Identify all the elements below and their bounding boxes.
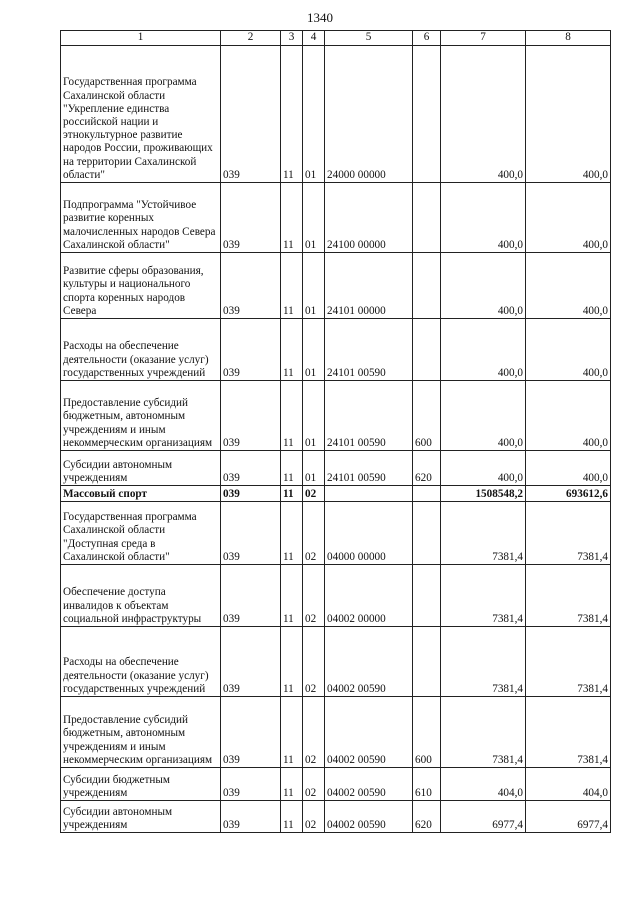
cell-c6 [413,486,441,502]
cell-c5 [325,486,413,502]
cell-c2: 039 [221,627,281,697]
cell-c7: 400,0 [441,319,526,381]
cell-c8: 400,0 [526,46,611,183]
table-row [61,451,611,486]
cell-c5: 04002 00590 [325,768,413,801]
cell-c7: 7381,4 [441,627,526,697]
cell-c3: 11 [281,486,303,502]
cell-c5: 24101 00590 [325,381,413,451]
row-name: Субсидии автономным учреждениям [61,451,221,486]
cell-c2: 039 [221,319,281,381]
row-name: Расходы на обеспечение деятельности (оказание услуг) государственных учреждений [61,319,221,381]
cell-c4: 02 [303,486,325,502]
cell-c7: 400,0 [441,253,526,319]
row-name: Массовый спорт [61,486,221,502]
row-name: Предоставление субсидий бюджетным, автономным учреждениям и иным некоммерческим организациям [61,381,221,451]
cell-c6: 620 [413,451,441,486]
cell-c4: 01 [303,253,325,319]
cell-c4: 02 [303,627,325,697]
cell-c6 [413,183,441,253]
cell-c3: 11 [281,502,303,565]
column-header-2: 2 [221,31,281,46]
table-row [61,319,611,381]
cell-c3: 11 [281,697,303,768]
cell-c8: 400,0 [526,381,611,451]
cell-c3: 11 [281,768,303,801]
cell-c2: 039 [221,46,281,183]
cell-c5: 04002 00000 [325,565,413,627]
row-name: Подпрограмма "Устойчивое развитие коренных малочисленных народов Севера Сахалинской области" [61,183,221,253]
cell-c8: 7381,4 [526,502,611,565]
cell-c7: 400,0 [441,451,526,486]
row-name: Государственная программа Сахалинской области "Доступная среда в Сахалинской области" [61,502,221,565]
cell-c2: 039 [221,253,281,319]
column-header-5: 5 [325,31,413,46]
column-header-6: 6 [413,31,441,46]
row-name: Государственная программа Сахалинской области "Укрепление единства российской нации и этнокультурное развитие народов России, проживающих на территории Сахалинской области" [61,46,221,183]
cell-c3: 11 [281,46,303,183]
cell-c5: 24101 00590 [325,319,413,381]
cell-c2: 039 [221,801,281,833]
cell-c4: 01 [303,319,325,381]
cell-c2: 039 [221,451,281,486]
cell-c7: 400,0 [441,381,526,451]
table-row [61,381,611,451]
cell-c7: 7381,4 [441,697,526,768]
cell-c4: 01 [303,381,325,451]
cell-c5: 04002 00590 [325,801,413,833]
cell-c2: 039 [221,697,281,768]
cell-c7: 1508548,2 [441,486,526,502]
row-name: Расходы на обеспечение деятельности (оказание услуг) государственных учреждений [61,627,221,697]
table-row [61,46,611,183]
cell-c4: 01 [303,451,325,486]
table-row [61,697,611,768]
cell-c2: 039 [221,183,281,253]
table-row [61,183,611,253]
cell-c8: 7381,4 [526,697,611,768]
cell-c8: 404,0 [526,768,611,801]
cell-c8: 400,0 [526,253,611,319]
budget-table [60,30,611,833]
cell-c4: 02 [303,697,325,768]
cell-c4: 02 [303,502,325,565]
cell-c5: 04002 00590 [325,627,413,697]
cell-c6 [413,253,441,319]
cell-c6: 610 [413,768,441,801]
cell-c3: 11 [281,565,303,627]
cell-c5: 24100 00000 [325,183,413,253]
cell-c4: 02 [303,801,325,833]
cell-c8: 400,0 [526,451,611,486]
table-row [61,253,611,319]
cell-c7: 6977,4 [441,801,526,833]
cell-c6 [413,46,441,183]
column-header-7: 7 [441,31,526,46]
cell-c8: 400,0 [526,183,611,253]
column-header-4: 4 [303,31,325,46]
cell-c6 [413,627,441,697]
row-name: Субсидии автономным учреждениям [61,801,221,833]
cell-c7: 404,0 [441,768,526,801]
cell-c8: 693612,6 [526,486,611,502]
table-row [61,768,611,801]
cell-c8: 7381,4 [526,627,611,697]
cell-c7: 400,0 [441,46,526,183]
cell-c4: 01 [303,183,325,253]
cell-c4: 01 [303,46,325,183]
cell-c5: 24101 00000 [325,253,413,319]
table-row [61,627,611,697]
cell-c3: 11 [281,381,303,451]
cell-c7: 7381,4 [441,502,526,565]
cell-c3: 11 [281,801,303,833]
cell-c6: 600 [413,697,441,768]
cell-c6: 620 [413,801,441,833]
cell-c5: 04002 00590 [325,697,413,768]
cell-c2: 039 [221,565,281,627]
cell-c8: 7381,4 [526,565,611,627]
cell-c6 [413,319,441,381]
table-body [61,46,611,833]
cell-c5: 24101 00590 [325,451,413,486]
cell-c3: 11 [281,183,303,253]
cell-c2: 039 [221,768,281,801]
row-name: Обеспечение доступа инвалидов к объектам социальной инфраструктуры [61,565,221,627]
cell-c2: 039 [221,502,281,565]
row-name: Предоставление субсидий бюджетным, автономным учреждениям и иным некоммерческим организациям [61,697,221,768]
row-name: Развитие сферы образования, культуры и национального спорта коренных народов Севера [61,253,221,319]
table-row [61,565,611,627]
cell-c5: 24000 00000 [325,46,413,183]
table-row [61,502,611,565]
table-row [61,486,611,502]
cell-c4: 02 [303,565,325,627]
cell-c7: 7381,4 [441,565,526,627]
cell-c4: 02 [303,768,325,801]
cell-c2: 039 [221,381,281,451]
header-row [61,31,611,46]
column-header-8: 8 [526,31,611,46]
cell-c6 [413,502,441,565]
cell-c3: 11 [281,627,303,697]
row-name: Субсидии бюджетным учреждениям [61,768,221,801]
cell-c3: 11 [281,253,303,319]
cell-c6: 600 [413,381,441,451]
column-header-3: 3 [281,31,303,46]
column-header-1: 1 [61,31,221,46]
cell-c7: 400,0 [441,183,526,253]
cell-c6 [413,565,441,627]
cell-c3: 11 [281,451,303,486]
cell-c3: 11 [281,319,303,381]
cell-c5: 04000 00000 [325,502,413,565]
page-number: 1340 [307,10,333,25]
cell-c2: 039 [221,486,281,502]
cell-c8: 400,0 [526,319,611,381]
table-row [61,801,611,833]
cell-c8: 6977,4 [526,801,611,833]
